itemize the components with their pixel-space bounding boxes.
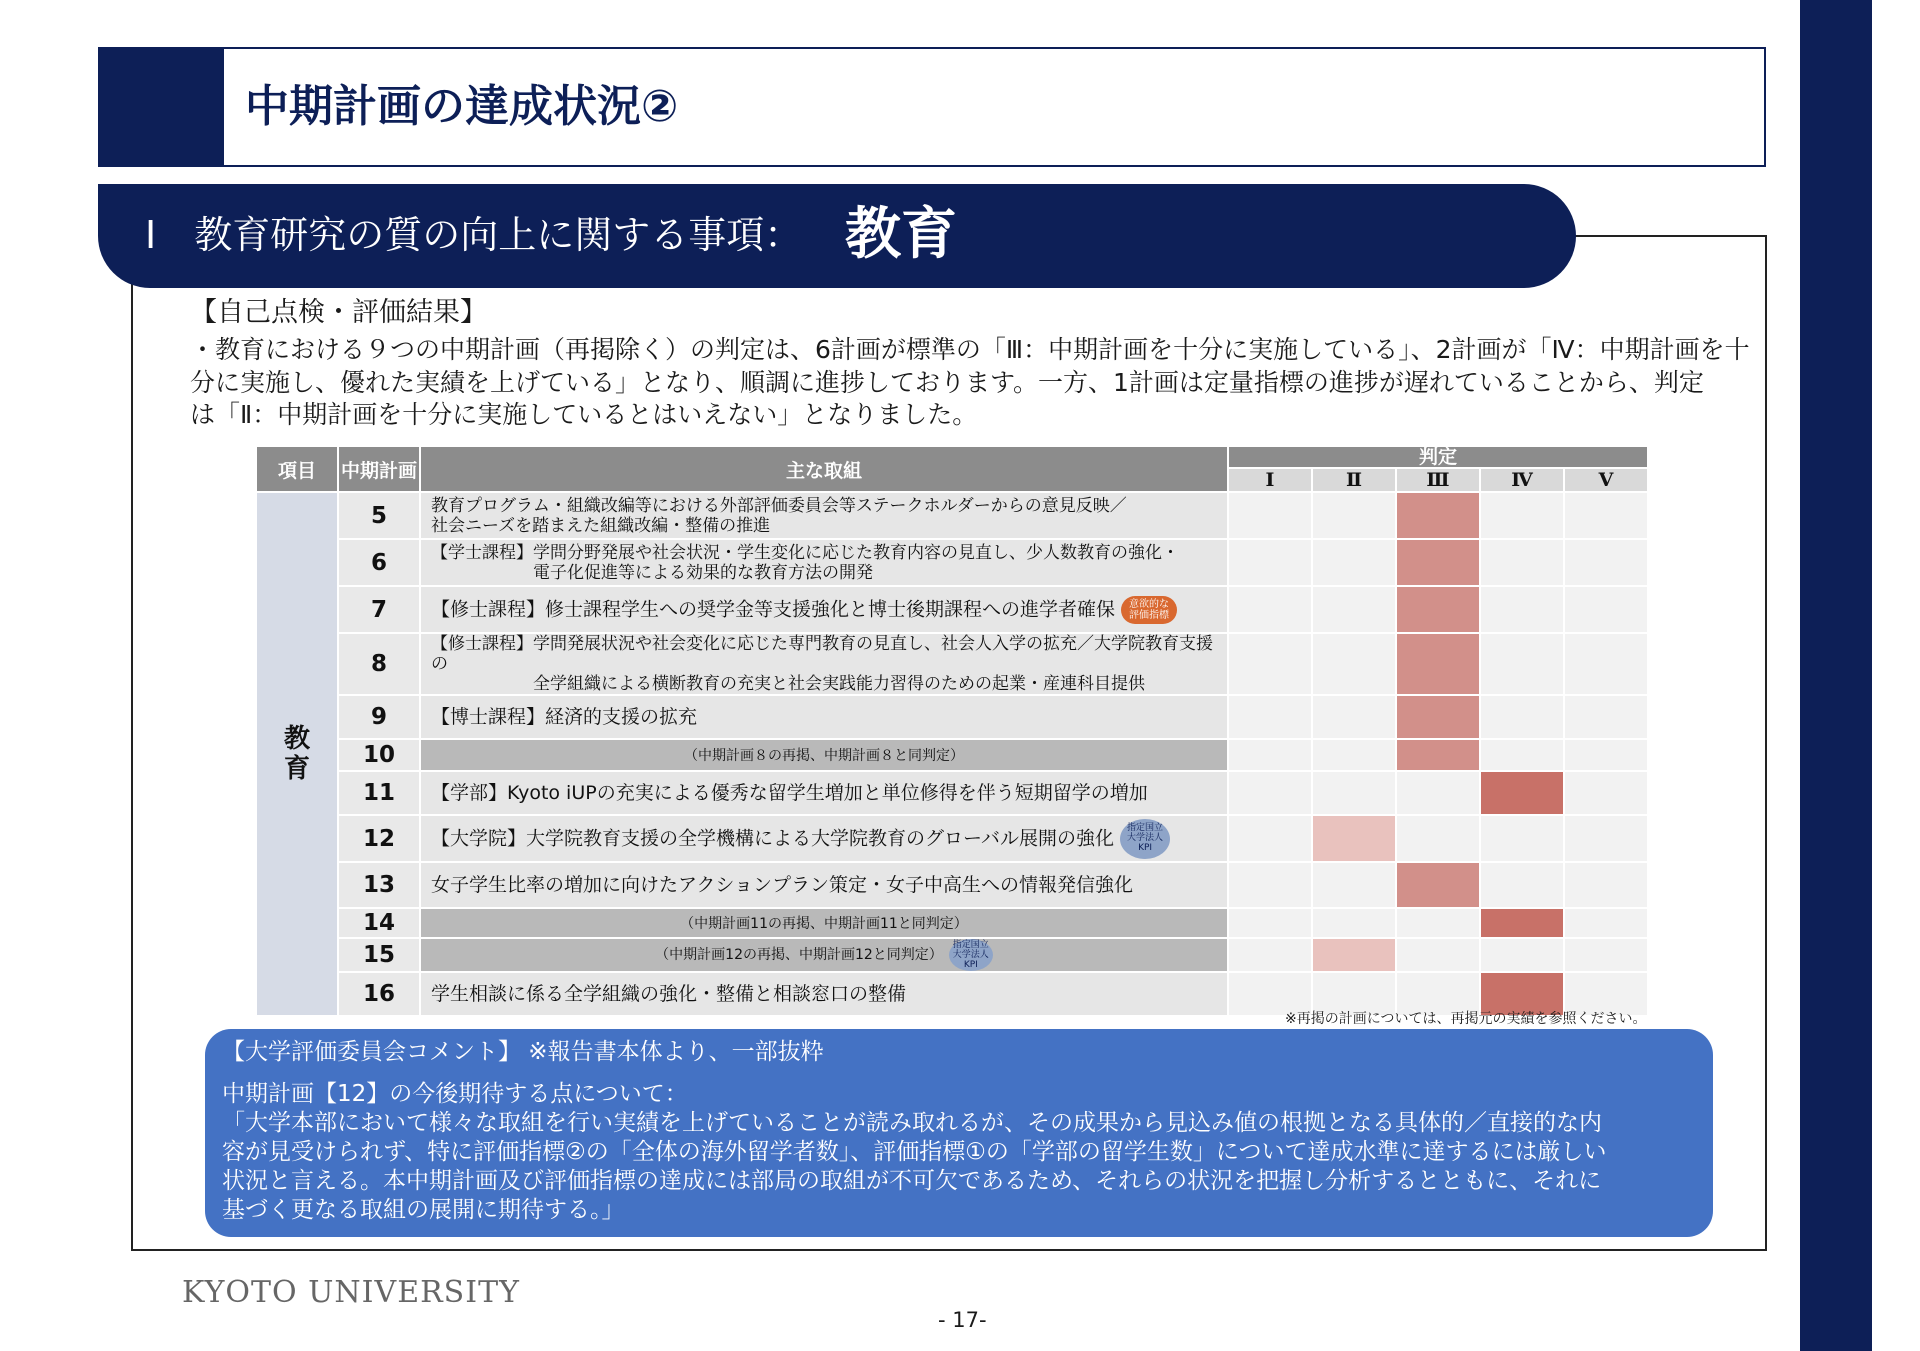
comment-line: 基づく更なる取組の展開に期待する。」 — [222, 1197, 625, 1223]
judgement-mark-level-4 — [1480, 771, 1564, 815]
table-row — [256, 815, 1648, 862]
header-judgement: 判定 — [1228, 446, 1648, 468]
plan-action-line: 全学組織による横断教育の充実と社会実践能力習得のための起業・産連科目提供 — [431, 674, 1145, 694]
plan-action — [420, 539, 1228, 586]
plan-action-text: 女子学生比率の増加に向けたアクションプラン策定・女子中高生への情報発信強化 — [431, 874, 1134, 896]
plan-action — [420, 771, 1228, 815]
plan-action — [420, 586, 1228, 633]
header-level-1: Ⅰ — [1228, 468, 1312, 492]
table-row — [256, 908, 1648, 938]
repost-note-text: （中期計画12の再掲、中期計画12と同判定） — [655, 947, 943, 963]
comment-line: 「大学本部において様々な取組を行い実績を上げていることが読み取れるが、その成果から見込み値の根拠となる具体的／直接的な内 — [222, 1110, 1602, 1136]
section-accent: 教育 — [845, 202, 957, 267]
table-row — [256, 539, 1648, 586]
header-level-3: Ⅲ — [1396, 468, 1480, 492]
repost-note: （中期計画８の再掲、中期計画８と同判定） — [420, 739, 1228, 771]
table-row — [256, 492, 1648, 539]
plan-number: 6 — [338, 539, 420, 586]
plan-action-line: 教育プログラム・組織改編等における外部評価委員会等ステークホルダーからの意見反映／ — [431, 495, 1127, 516]
self-eval-heading: 【自己点検・評価結果】 — [190, 297, 487, 328]
plan-action-text: 【学部】Kyoto iUPの充実による優秀な留学生増加と単位修得を伴う短期留学の増加 — [431, 782, 1148, 804]
plan-action-text: 【博士課程】経済的支援の拡充 — [431, 706, 698, 728]
header-level-2: Ⅱ — [1312, 468, 1396, 492]
header-actions: 主な取組 — [420, 446, 1228, 492]
self-eval-line: 分に実施し、優れた実績を上げている」となり、順調に進捗しております。一方、1計画は定量指標の進捗が遅れていることから、判定 — [190, 368, 1704, 397]
plan-number: 8 — [338, 633, 420, 695]
title-accent-block — [98, 47, 224, 167]
judgement-mark-level-2 — [1312, 815, 1396, 862]
comment-line: 容が見受けられず、特に評価指標②の「全体の海外留学者数」、評価指標①の「学部の留学生数」について達成水準に達するには厳しい — [222, 1139, 1607, 1165]
comment-heading: 【大学評価委員会コメント】 ※報告書本体より、一部抜粋 — [222, 1039, 824, 1065]
self-eval-line: は「Ⅱ：中期計画を十分に実施しているとはいえない」となりました。 — [190, 400, 978, 429]
plan-action — [420, 862, 1228, 908]
judgement-mark-level-3 — [1396, 492, 1480, 539]
plan-action — [420, 972, 1228, 1016]
judgement-mark-level-3 — [1396, 695, 1480, 739]
table-row — [256, 633, 1648, 695]
table-row — [256, 695, 1648, 739]
brand-bar — [1800, 0, 1872, 1351]
comment-line: 状況と言える。本中期計画及び評価指標の達成には部局の取組が不可欠であるため、それらの状況を把握し分析するとともに、それに — [222, 1168, 1602, 1194]
self-eval-line: ・教育における９つの中期計画（再掲除く）の判定は、6計画が標準の「Ⅲ：中期計画を十分に実施している」、2計画が「Ⅳ：中期計画を十 — [190, 335, 1750, 364]
table-row — [256, 586, 1648, 633]
plan-action-text: 学生相談に係る全学組織の強化・整備と相談窓口の整備 — [431, 983, 907, 1005]
header-plan: 中期計画 — [338, 446, 420, 492]
section-title: Ⅰ 教育研究の質の向上に関する事項： — [145, 213, 803, 257]
ambitious-indicator-badge: 意欲的な 評価指標 — [1121, 596, 1177, 624]
plan-action-line: 電子化促進等による効果的な教育方法の開発 — [431, 562, 873, 583]
table-row — [256, 862, 1648, 908]
header-level-5: Ⅴ — [1564, 468, 1648, 492]
table-row — [256, 739, 1648, 771]
judgement-mark-level-3 — [1396, 739, 1480, 771]
plan-action — [420, 695, 1228, 739]
plan-action-text: 【修士課程】修士課程学生への奨学金等支援強化と博士後期課程への進学者確保 — [431, 598, 1116, 620]
plan-action — [420, 815, 1228, 862]
plan-number: 15 — [338, 938, 420, 972]
judgement-mark-level-3 — [1396, 586, 1480, 633]
table-row — [256, 771, 1648, 815]
plan-number: 14 — [338, 908, 420, 938]
header-item: 項目 — [256, 446, 338, 492]
plan-number: 16 — [338, 972, 420, 1016]
page-number: - 17- — [938, 1308, 987, 1332]
plan-number: 13 — [338, 862, 420, 908]
judgement-mark-level-2 — [1312, 938, 1396, 972]
footer-logo: KYOTO UNIVERSITY — [182, 1275, 520, 1310]
judgement-mark-level-3 — [1396, 862, 1480, 908]
plan-action — [420, 492, 1228, 539]
page-title: 中期計画の達成状況② — [245, 81, 679, 132]
plan-judgement-table — [255, 445, 1649, 1017]
plan-action-line: 【学士課程】学問分野発展や社会状況・学生変化に応じた教育内容の見直し、少人数教育の強化・ — [431, 542, 1179, 563]
plan-number: 9 — [338, 695, 420, 739]
plan-action-text: 【大学院】大学院教育支援の全学機構による大学院教育のグローバル展開の強化 — [431, 827, 1115, 849]
table-row — [256, 938, 1648, 972]
repost-note: （中期計画11の再掲、中期計画11と同判定） — [420, 908, 1228, 938]
kpi-badge: 指定国立 大学法人 KPI — [949, 939, 993, 971]
judgement-mark-level-3 — [1396, 633, 1480, 695]
plan-action-line: 【修士課程】学問発展状況や社会変化に応じた専門教育の見直し、社会人入学の拡充／大学院教育支援の — [431, 634, 1213, 674]
judgement-mark-level-4 — [1480, 908, 1564, 938]
plan-number: 5 — [338, 492, 420, 539]
repost-note — [420, 938, 1228, 972]
header-level-4: Ⅳ — [1480, 468, 1564, 492]
table-footnote: ※再掲の計画については、再掲元の実績を参照ください。 — [1285, 1011, 1647, 1027]
plan-number: 10 — [338, 739, 420, 771]
plan-number: 11 — [338, 771, 420, 815]
kpi-badge: 指定国立 大学法人 KPI — [1120, 819, 1170, 859]
plan-action-line: 社会ニーズを踏まえた組織改編・整備の推進 — [431, 515, 771, 536]
plan-number: 12 — [338, 815, 420, 862]
category-label: 教 育 — [283, 724, 310, 784]
judgement-mark-level-3 — [1396, 539, 1480, 586]
plan-number: 7 — [338, 586, 420, 633]
comment-line: 中期計画【12】の今後期待する点について： — [222, 1081, 688, 1107]
category-cell — [256, 492, 338, 1016]
plan-action — [420, 633, 1228, 695]
